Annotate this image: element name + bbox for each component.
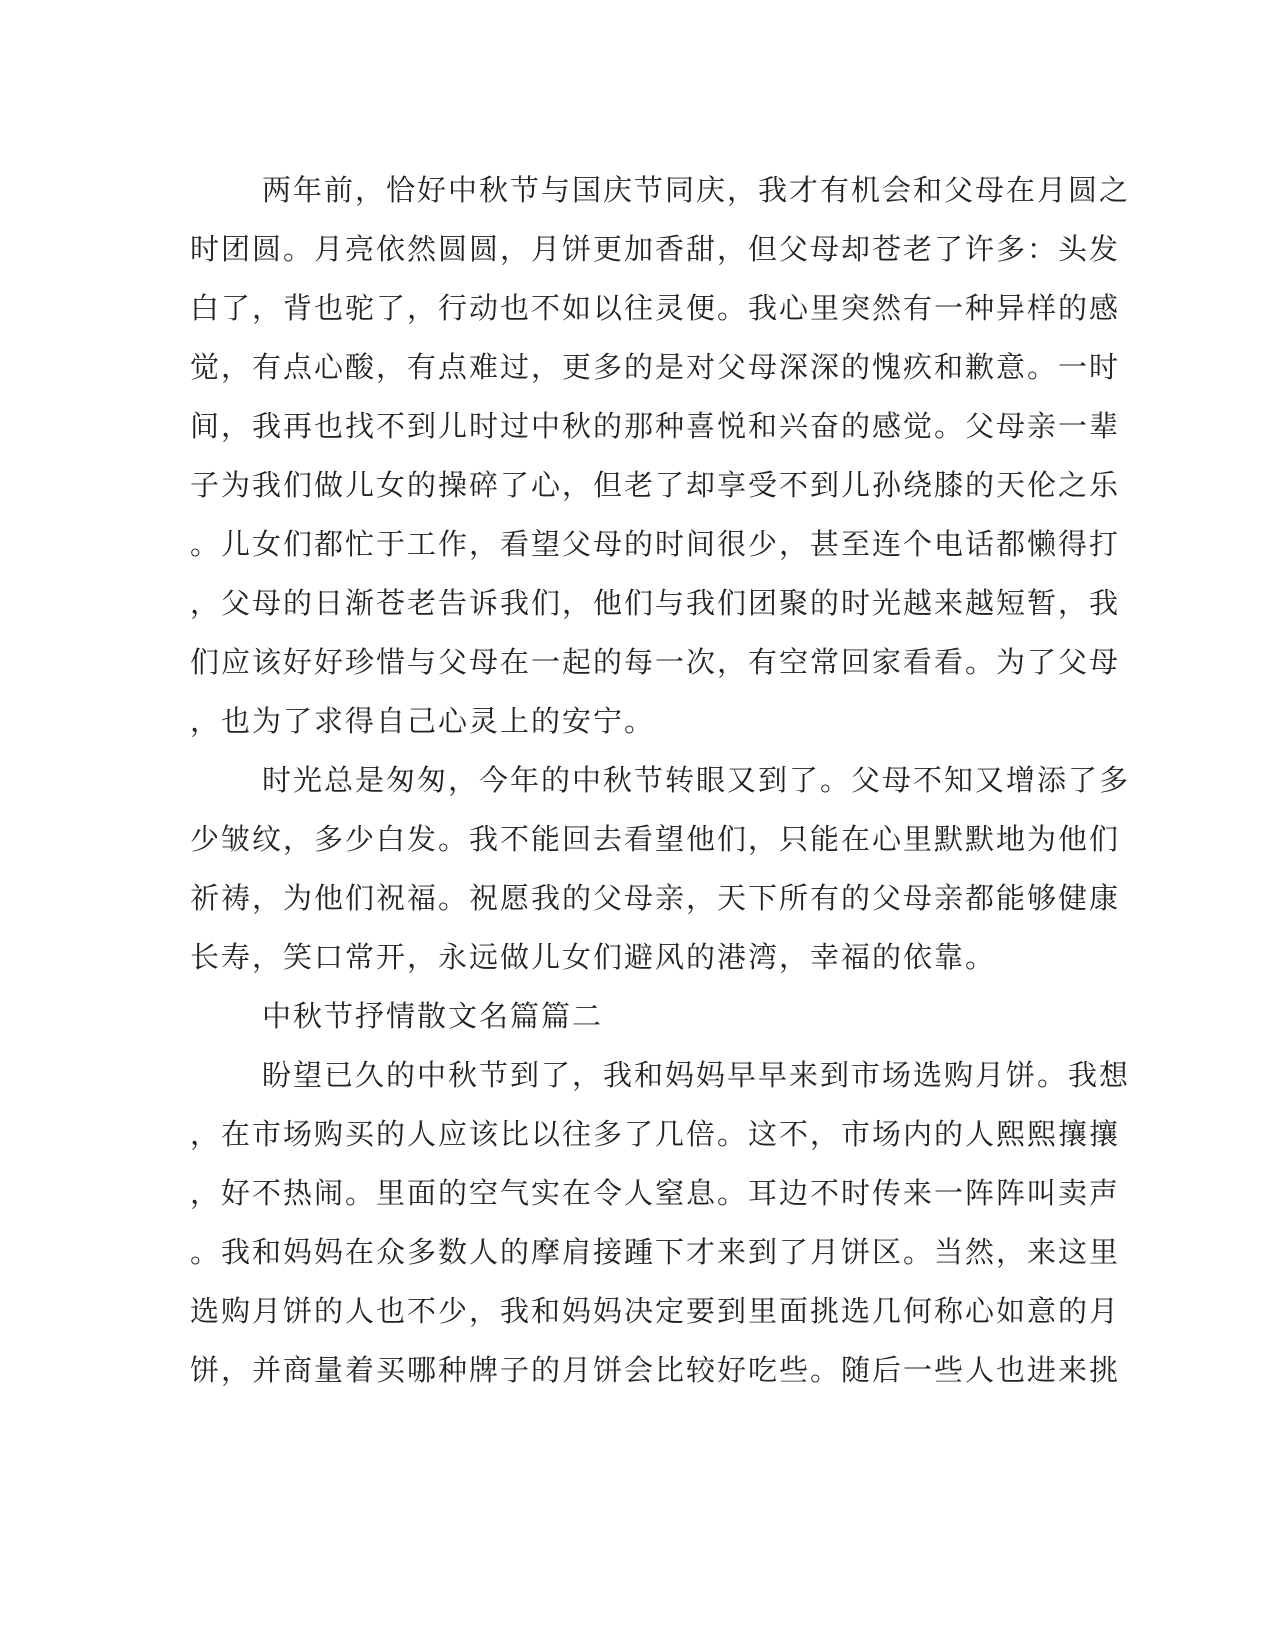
text-line: 们应该好好珍惜与父母在一起的每一次，有空常回家看看。为了父母 — [190, 645, 1121, 679]
text-line: 。我和妈妈在众多数人的摩肩接踵下才来到了月饼区。当然，来这里 — [190, 1235, 1121, 1269]
text-line: 时光总是匆匆，今年的中秋节转眼又到了。父母不知又增添了多 — [262, 763, 1131, 797]
text-line: 饼，并商量着买哪种牌子的月饼会比较好吃些。随后一些人也进来挑 — [190, 1353, 1121, 1387]
text-line: ，也为了求得自己心灵上的安宁。 — [190, 704, 656, 738]
text-line: 盼望已久的中秋节到了，我和妈妈早早来到市场选购月饼。我想 — [262, 1058, 1131, 1092]
text-line: 少皱纹，多少白发。我不能回去看望他们，只能在心里默默地为他们 — [190, 822, 1121, 856]
section-heading: 中秋节抒情散文名篇篇二 — [262, 999, 604, 1033]
text-line: ，好不热闹。里面的空气实在令人窒息。耳边不时传来一阵阵叫卖声 — [190, 1176, 1121, 1210]
text-line: 白了，背也驼了，行动也不如以往灵便。我心里突然有一种异样的感 — [190, 291, 1121, 325]
text-line: 两年前，恰好中秋节与国庆节同庆，我才有机会和父母在月圆之 — [262, 173, 1131, 207]
text-line: 间，我再也找不到儿时过中秋的那种喜悦和兴奋的感觉。父母亲一辈 — [190, 409, 1121, 443]
text-line: 祈祷，为他们祝福。祝愿我的父母亲，天下所有的父母亲都能够健康 — [190, 881, 1121, 915]
text-line: 长寿，笑口常开，永远做儿女们避风的港湾，幸福的依靠。 — [190, 940, 997, 974]
text-line: 觉，有点心酸，有点难过，更多的是对父母深深的愧疚和歉意。一时 — [190, 350, 1121, 384]
text-line: ，在市场购买的人应该比以往多了几倍。这不，市场内的人熙熙攘攘 — [190, 1117, 1121, 1151]
text-line: 时团圆。月亮依然圆圆，月饼更加香甜，但父母却苍老了许多：头发 — [190, 232, 1121, 266]
article-body — [190, 161, 1131, 1400]
text-line: ，父母的日渐苍老告诉我们，他们与我们团聚的时光越来越短暂，我 — [190, 586, 1121, 620]
text-line: 子为我们做儿女的操碎了心，但老了却享受不到儿孙绕膝的天伦之乐 — [190, 468, 1121, 502]
text-line: 选购月饼的人也不少，我和妈妈决定要到里面挑选几何称心如意的月 — [190, 1294, 1121, 1328]
text-line: 。儿女们都忙于工作，看望父母的时间很少，甚至连个电话都懒得打 — [190, 527, 1121, 561]
